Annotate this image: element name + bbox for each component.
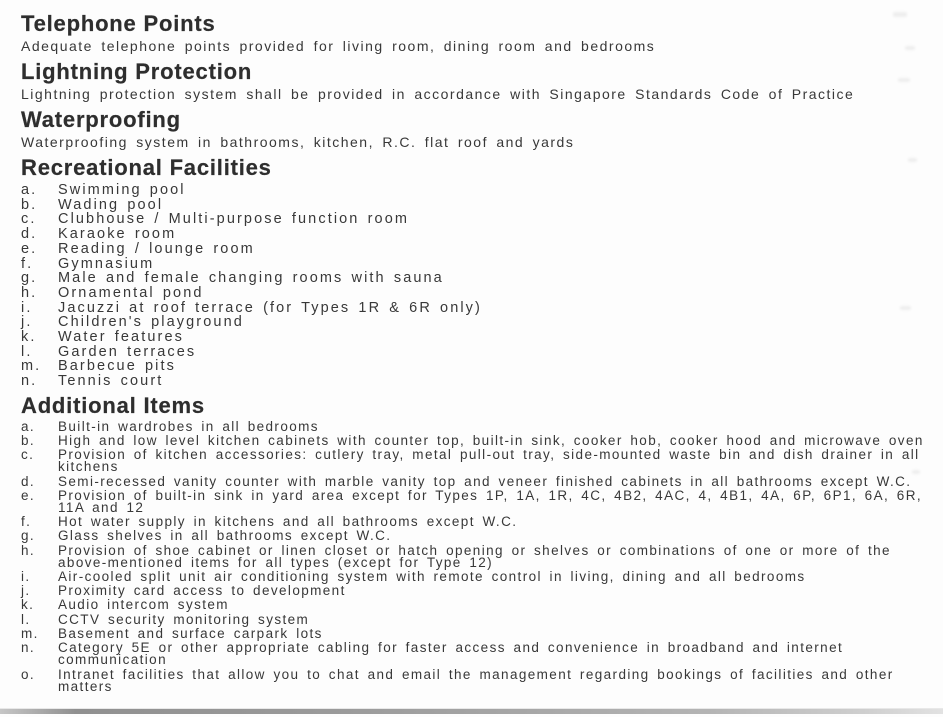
list-item: [21, 487, 927, 516]
list-item-label: g.: [21, 528, 36, 544]
scan-artifact: [898, 78, 910, 82]
scan-artifact: [900, 306, 911, 310]
list-item-label: d.: [21, 473, 36, 489]
scanned-page-bottom-edge: [0, 708, 943, 714]
section-heading: Recreational Facilities: [21, 155, 272, 180]
list-item-text: Karaoke room: [58, 226, 177, 243]
list-item-label: h.: [21, 542, 36, 558]
scan-artifact: [893, 12, 907, 17]
list-item: [21, 530, 927, 542]
list-item: [21, 345, 927, 360]
list-item-text: Water features: [58, 329, 184, 346]
list-item: [21, 257, 927, 272]
section: [21, 12, 927, 54]
section-body: Adequate telephone points provided for living room, dining room and bedrooms: [21, 38, 656, 54]
list-item-text: Gymnasium: [58, 255, 155, 272]
list-item-text: CCTV security monitoring system: [58, 611, 310, 627]
list-item: [21, 449, 927, 473]
list-item-text: Provision of built-in sink in yard area except for Types 1P, 1A, 1R, 4C, 4B2, 4AC, 4, 4B1, 4A, 6P, 6P1, 6A, 6R, 11A and 12: [58, 487, 923, 516]
list-item: [21, 242, 927, 257]
list-item: [21, 585, 927, 597]
list-item: [21, 227, 927, 242]
list-item-label: n.: [21, 640, 36, 656]
list-item-text: Children's playground: [58, 314, 244, 331]
list-item-label: i.: [21, 299, 33, 316]
list-item-label: a.: [21, 418, 36, 434]
list-item-label: e.: [21, 240, 38, 257]
list-item-text: Basement and surface carpark lots: [58, 625, 323, 641]
list-item-label: h.: [21, 284, 38, 301]
list-item-text: Glass shelves in all bathrooms except W.C.: [58, 528, 392, 544]
list-item: [21, 611, 927, 627]
section-heading: Lightning Protection: [21, 59, 253, 84]
list-item-label: j.: [21, 583, 31, 599]
list-item-label: f.: [21, 514, 32, 530]
list-item-text: Wading pool: [58, 196, 164, 213]
list-item: [21, 198, 927, 213]
list-item-text: Provision of kitchen accessories: cutlery tray, metal pull-out tray, side-mounted waste bin and dish drainer in all kitchens: [58, 447, 920, 475]
list-item: [21, 599, 927, 611]
list-item: [21, 212, 927, 227]
list-item: [21, 666, 927, 694]
list-item: [21, 435, 927, 447]
list-item-text: Provision of shoe cabinet or linen closet or hatch opening or shelves or combinations of one or more of the above-mentioned items for all types (except for Type 12): [58, 542, 891, 570]
list-item-text: Built-in wardrobes in all bedrooms: [58, 418, 319, 434]
list-item: [21, 301, 927, 316]
list-item-label: g.: [21, 270, 38, 287]
list-item-label: l.: [21, 343, 33, 360]
list-item: [21, 542, 927, 570]
section: [21, 108, 927, 150]
list-item-label: l.: [21, 611, 31, 627]
section: [21, 60, 927, 102]
list-item-text: Barbecue pits: [58, 358, 176, 375]
scan-artifact: [908, 158, 917, 162]
list-item-text: Reading / lounge room: [58, 240, 255, 257]
section-heading: Telephone Points: [21, 11, 216, 36]
list-item-label: n.: [21, 373, 38, 390]
list-item-text: Hot water supply in kitchens and all bathrooms except W.C.: [58, 514, 518, 530]
list-item-text: Tennis court: [58, 373, 164, 390]
list-item-text: Male and female changing rooms with sauna: [58, 270, 444, 287]
list-item-label: b.: [21, 196, 38, 213]
sections-container: [21, 12, 927, 693]
list-item-text: Category 5E or other appropriate cabling for faster access and convenience in broadband and internet communication: [58, 640, 844, 668]
list-item-text: Clubhouse / Multi-purpose function room: [58, 211, 410, 228]
list-item: [21, 315, 927, 330]
list-item: [21, 516, 927, 528]
list-item-label: d.: [21, 226, 38, 243]
list-item-text: Audio intercom system: [58, 597, 229, 613]
list-item-label: e.: [21, 487, 36, 503]
list-item: [21, 286, 927, 301]
list-item-text: Garden terraces: [58, 343, 197, 360]
list-item-label: j.: [21, 314, 33, 331]
list-item-label: c.: [21, 447, 35, 463]
section-body: Waterproofing system in bathrooms, kitchen, R.C. flat roof and yards: [21, 134, 575, 150]
list-item-label: f.: [21, 255, 34, 272]
section-body: Lightning protection system shall be provided in accordance with Singapore Standards Code of Practice: [21, 86, 855, 102]
list-item: [21, 330, 927, 345]
scan-artifact: [905, 46, 915, 50]
list-item: [21, 271, 927, 286]
section: [21, 156, 927, 389]
list-item-text: High and low level kitchen cabinets with counter top, built-in sink, cooker hob, cooker hood and microwave oven: [58, 433, 924, 449]
list-item-label: m.: [21, 625, 39, 641]
list-item: [21, 571, 927, 583]
section-heading: Waterproofing: [21, 107, 181, 132]
list-item-text: Proximity card access to development: [58, 583, 346, 599]
list-item-text: Swimming pool: [58, 182, 186, 198]
list-item: [21, 625, 927, 641]
section-heading: Additional Items: [21, 392, 205, 418]
list-item: [21, 183, 927, 198]
list-item: [21, 374, 927, 389]
list-item-text: Air-cooled split unit air conditioning system with remote control in living, dining and all bedrooms: [58, 569, 806, 585]
list-item-label: b.: [21, 433, 36, 449]
list-item-label: a.: [21, 182, 38, 198]
list-item: [21, 418, 927, 434]
list-item-text: Ornamental pond: [58, 284, 204, 301]
list-item-label: c.: [21, 211, 37, 228]
list-item: [21, 642, 927, 666]
list-item-label: o.: [21, 666, 36, 682]
list-item-label: m.: [21, 358, 42, 375]
list-item-text: Intranet facilities that allow you to chat and email the management regarding bookings of facilities and other matters: [58, 666, 894, 694]
list-item: [21, 359, 927, 374]
list-item-text: Jacuzzi at roof terrace (for Types 1R & 6R only): [58, 299, 482, 316]
list-item-label: k.: [21, 597, 35, 613]
list-item: [21, 473, 927, 489]
list-item-text: Semi-recessed vanity counter with marble vanity top and veneer finished cabinets in all bathrooms except W.C.: [58, 473, 912, 489]
section: [21, 394, 927, 693]
scan-artifact: [912, 470, 920, 474]
list-item-label: i.: [21, 569, 31, 585]
list-item-label: k.: [21, 329, 37, 346]
